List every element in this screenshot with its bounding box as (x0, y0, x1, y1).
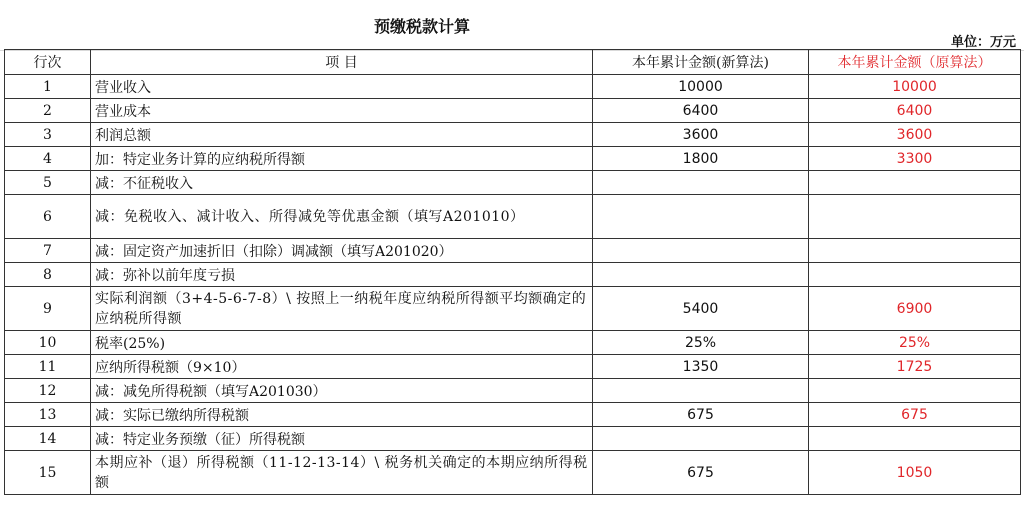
table-row (5, 75, 1021, 99)
new-value-cell[interactable]: 6400 (593, 99, 809, 123)
table-row (5, 287, 1021, 331)
table-row (5, 239, 1021, 263)
new-value-cell[interactable]: 10000 (593, 75, 809, 99)
item-cell[interactable]: 利润总额 (91, 123, 593, 147)
header-new-method[interactable]: 本年累计金额(新算法) (593, 50, 809, 75)
orig-value-cell[interactable]: 3600 (809, 123, 1021, 147)
orig-value-cell[interactable]: 25% (809, 331, 1021, 355)
orig-value-cell[interactable]: 1725 (809, 355, 1021, 379)
orig-value-cell[interactable] (809, 195, 1021, 239)
line-cell[interactable]: 3 (5, 123, 91, 147)
line-cell[interactable]: 11 (5, 355, 91, 379)
table-row (5, 427, 1021, 451)
line-cell[interactable]: 9 (5, 287, 91, 331)
orig-value-cell[interactable] (809, 427, 1021, 451)
line-cell[interactable]: 6 (5, 195, 91, 239)
item-cell[interactable]: 营业收入 (91, 75, 593, 99)
item-cell[interactable]: 应纳所得税额（9×10） (91, 355, 593, 379)
line-cell[interactable]: 15 (5, 451, 91, 495)
orig-value-cell[interactable] (809, 263, 1021, 287)
title-row (0, 0, 1024, 51)
line-cell[interactable]: 13 (5, 403, 91, 427)
table-row (5, 171, 1021, 195)
line-cell[interactable]: 8 (5, 263, 91, 287)
unit-label: 单位：万元 (950, 35, 1016, 50)
table-row (5, 263, 1021, 287)
table-row (5, 403, 1021, 427)
table-row (5, 147, 1021, 171)
table-row (5, 379, 1021, 403)
new-value-cell[interactable]: 25% (593, 331, 809, 355)
header-row (5, 50, 1021, 75)
line-cell[interactable]: 10 (5, 331, 91, 355)
new-value-cell[interactable]: 1350 (593, 355, 809, 379)
line-cell[interactable]: 2 (5, 99, 91, 123)
orig-value-cell[interactable] (809, 239, 1021, 263)
new-value-cell[interactable]: 3600 (593, 123, 809, 147)
line-cell[interactable]: 1 (5, 75, 91, 99)
table-row (5, 331, 1021, 355)
orig-value-cell[interactable] (809, 379, 1021, 403)
orig-value-cell[interactable] (809, 171, 1021, 195)
new-value-cell[interactable]: 5400 (593, 287, 809, 331)
new-value-cell[interactable] (593, 379, 809, 403)
tax-calculation-table (4, 49, 1021, 495)
new-value-cell[interactable]: 675 (593, 451, 809, 495)
orig-value-cell[interactable]: 3300 (809, 147, 1021, 171)
orig-value-cell[interactable]: 10000 (809, 75, 1021, 99)
line-cell[interactable]: 4 (5, 147, 91, 171)
line-cell[interactable]: 14 (5, 427, 91, 451)
item-cell[interactable]: 实际利润额（3+4-5-6-7-8）\ 按照上一纳税年度应纳税所得额平均额确定的应纳税所得额 (91, 287, 593, 331)
table-row (5, 195, 1021, 239)
new-value-cell[interactable]: 675 (593, 403, 809, 427)
new-value-cell[interactable] (593, 239, 809, 263)
orig-value-cell[interactable]: 675 (809, 403, 1021, 427)
item-cell[interactable]: 减：弥补以前年度亏损 (91, 263, 593, 287)
table-row (5, 99, 1021, 123)
table-row (5, 355, 1021, 379)
table-row (5, 123, 1021, 147)
item-cell[interactable]: 税率(25%) (91, 331, 593, 355)
item-cell[interactable]: 营业成本 (91, 99, 593, 123)
line-cell[interactable]: 7 (5, 239, 91, 263)
item-cell[interactable]: 本期应补（退）所得税额（11-12-13-14）\ 税务机关确定的本期应纳所得税额 (91, 451, 593, 495)
item-cell[interactable]: 减：免税收入、减计收入、所得减免等优惠金额（填写A201010） (91, 195, 593, 239)
new-value-cell[interactable]: 1800 (593, 147, 809, 171)
page-title: 预缴税款计算 (373, 17, 470, 36)
line-cell[interactable]: 5 (5, 171, 91, 195)
line-cell[interactable]: 12 (5, 379, 91, 403)
orig-value-cell[interactable]: 6900 (809, 287, 1021, 331)
new-value-cell[interactable] (593, 195, 809, 239)
header-item[interactable]: 项 目 (91, 50, 593, 75)
item-cell[interactable]: 减：实际已缴纳所得税额 (91, 403, 593, 427)
header-line[interactable]: 行次 (5, 50, 91, 75)
new-value-cell[interactable] (593, 427, 809, 451)
item-cell[interactable]: 减：不征税收入 (91, 171, 593, 195)
new-value-cell[interactable] (593, 263, 809, 287)
orig-value-cell[interactable]: 6400 (809, 99, 1021, 123)
orig-value-cell[interactable]: 1050 (809, 451, 1021, 495)
new-value-cell[interactable] (593, 171, 809, 195)
item-cell[interactable]: 减：减免所得税额（填写A201030） (91, 379, 593, 403)
item-cell[interactable]: 加：特定业务计算的应纳税所得额 (91, 147, 593, 171)
item-cell[interactable]: 减：固定资产加速折旧（扣除）调减额（填写A201020） (91, 239, 593, 263)
table-row (5, 451, 1021, 495)
item-cell[interactable]: 减：特定业务预缴（征）所得税额 (91, 427, 593, 451)
header-orig-method[interactable]: 本年累计金额（原算法） (809, 50, 1021, 75)
